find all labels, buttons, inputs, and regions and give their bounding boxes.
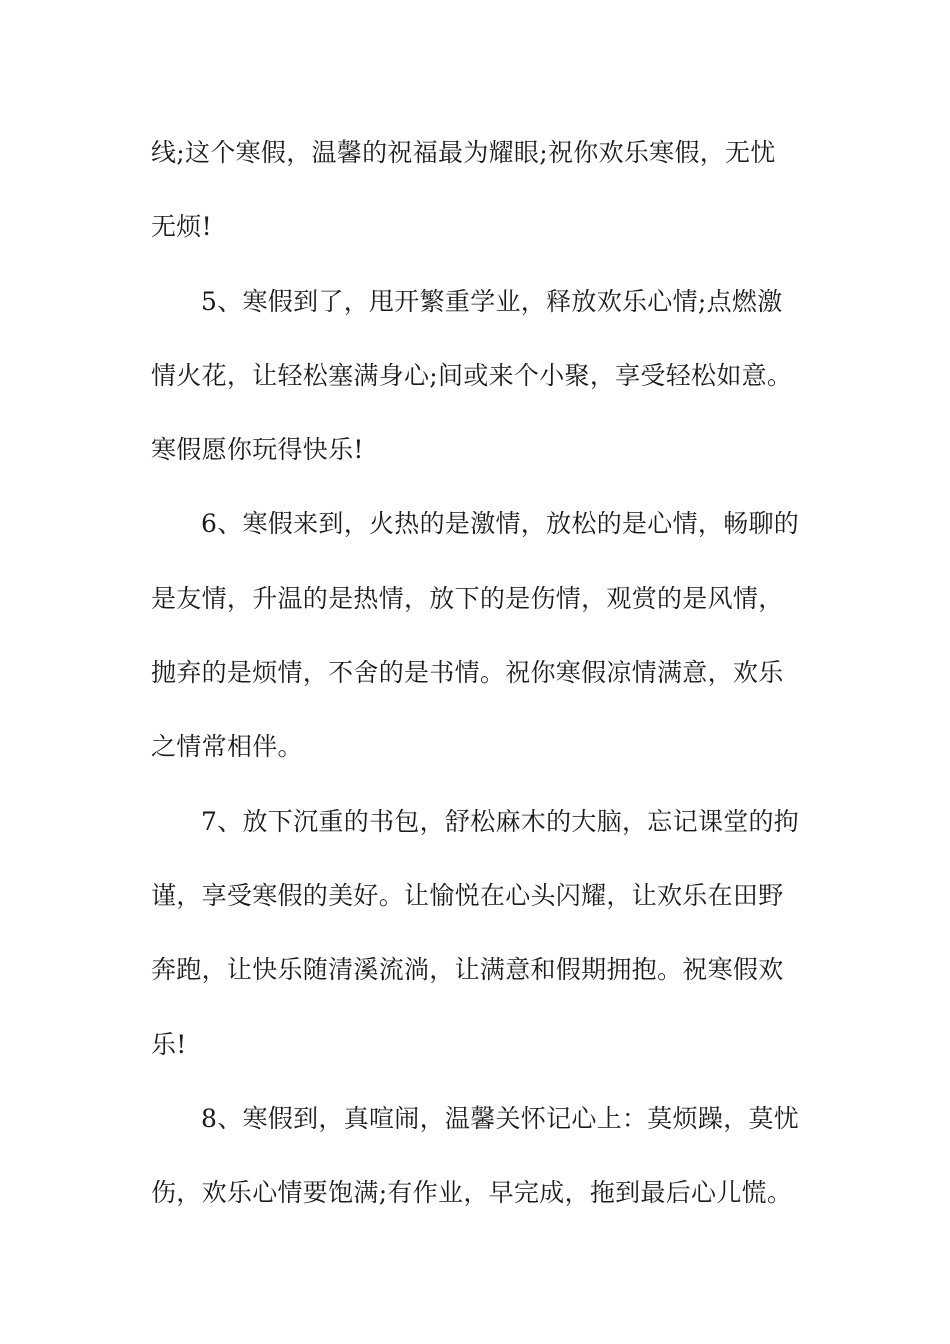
text-line: 情火花，让轻松塞满身心;间或来个小聚，享受轻松如意。 bbox=[151, 360, 793, 390]
paragraph-start-line: 5、寒假到了，甩开繁重学业，释放欢乐心情;点燃激 bbox=[201, 286, 783, 316]
paragraph-start-line: 8、寒假到，真喧闹，温馨关怀记心上：莫烦躁，莫忧 bbox=[201, 1103, 800, 1133]
text-line: 伤，欢乐心情要饱满;有作业，早完成，拖到最后心儿慌。 bbox=[151, 1178, 793, 1208]
text-line: 无烦! bbox=[151, 212, 212, 242]
paragraph-start-line: 7、放下沉重的书包，舒松麻木的大脑，忘记课堂的拘 bbox=[201, 806, 800, 836]
text-line: 谨，享受寒假的美好。让愉悦在心头闪耀，让欢乐在田野 bbox=[151, 880, 784, 910]
text-line: 寒假愿你玩得快乐! bbox=[151, 435, 364, 465]
paragraph-start-line: 6、寒假来到，火热的是激情，放松的是心情，畅聊的 bbox=[201, 509, 800, 539]
body-text bbox=[151, 127, 806, 1241]
text-line: 抛弃的是烦情，不舍的是书情。祝你寒假凉情满意，欢乐 bbox=[151, 658, 784, 688]
text-line: 奔跑，让快乐随清溪流淌，让满意和假期拥抱。祝寒假欢 bbox=[151, 955, 784, 985]
text-line: 线;这个寒假，温馨的祝福最为耀眼;祝你欢乐寒假，无忧 bbox=[151, 138, 776, 167]
text-line: 乐! bbox=[151, 1029, 187, 1059]
text-line: 之情常相伴。 bbox=[151, 732, 303, 762]
text-line: 是友情，升温的是热情，放下的是伤情，观赏的是风情， bbox=[151, 583, 784, 613]
